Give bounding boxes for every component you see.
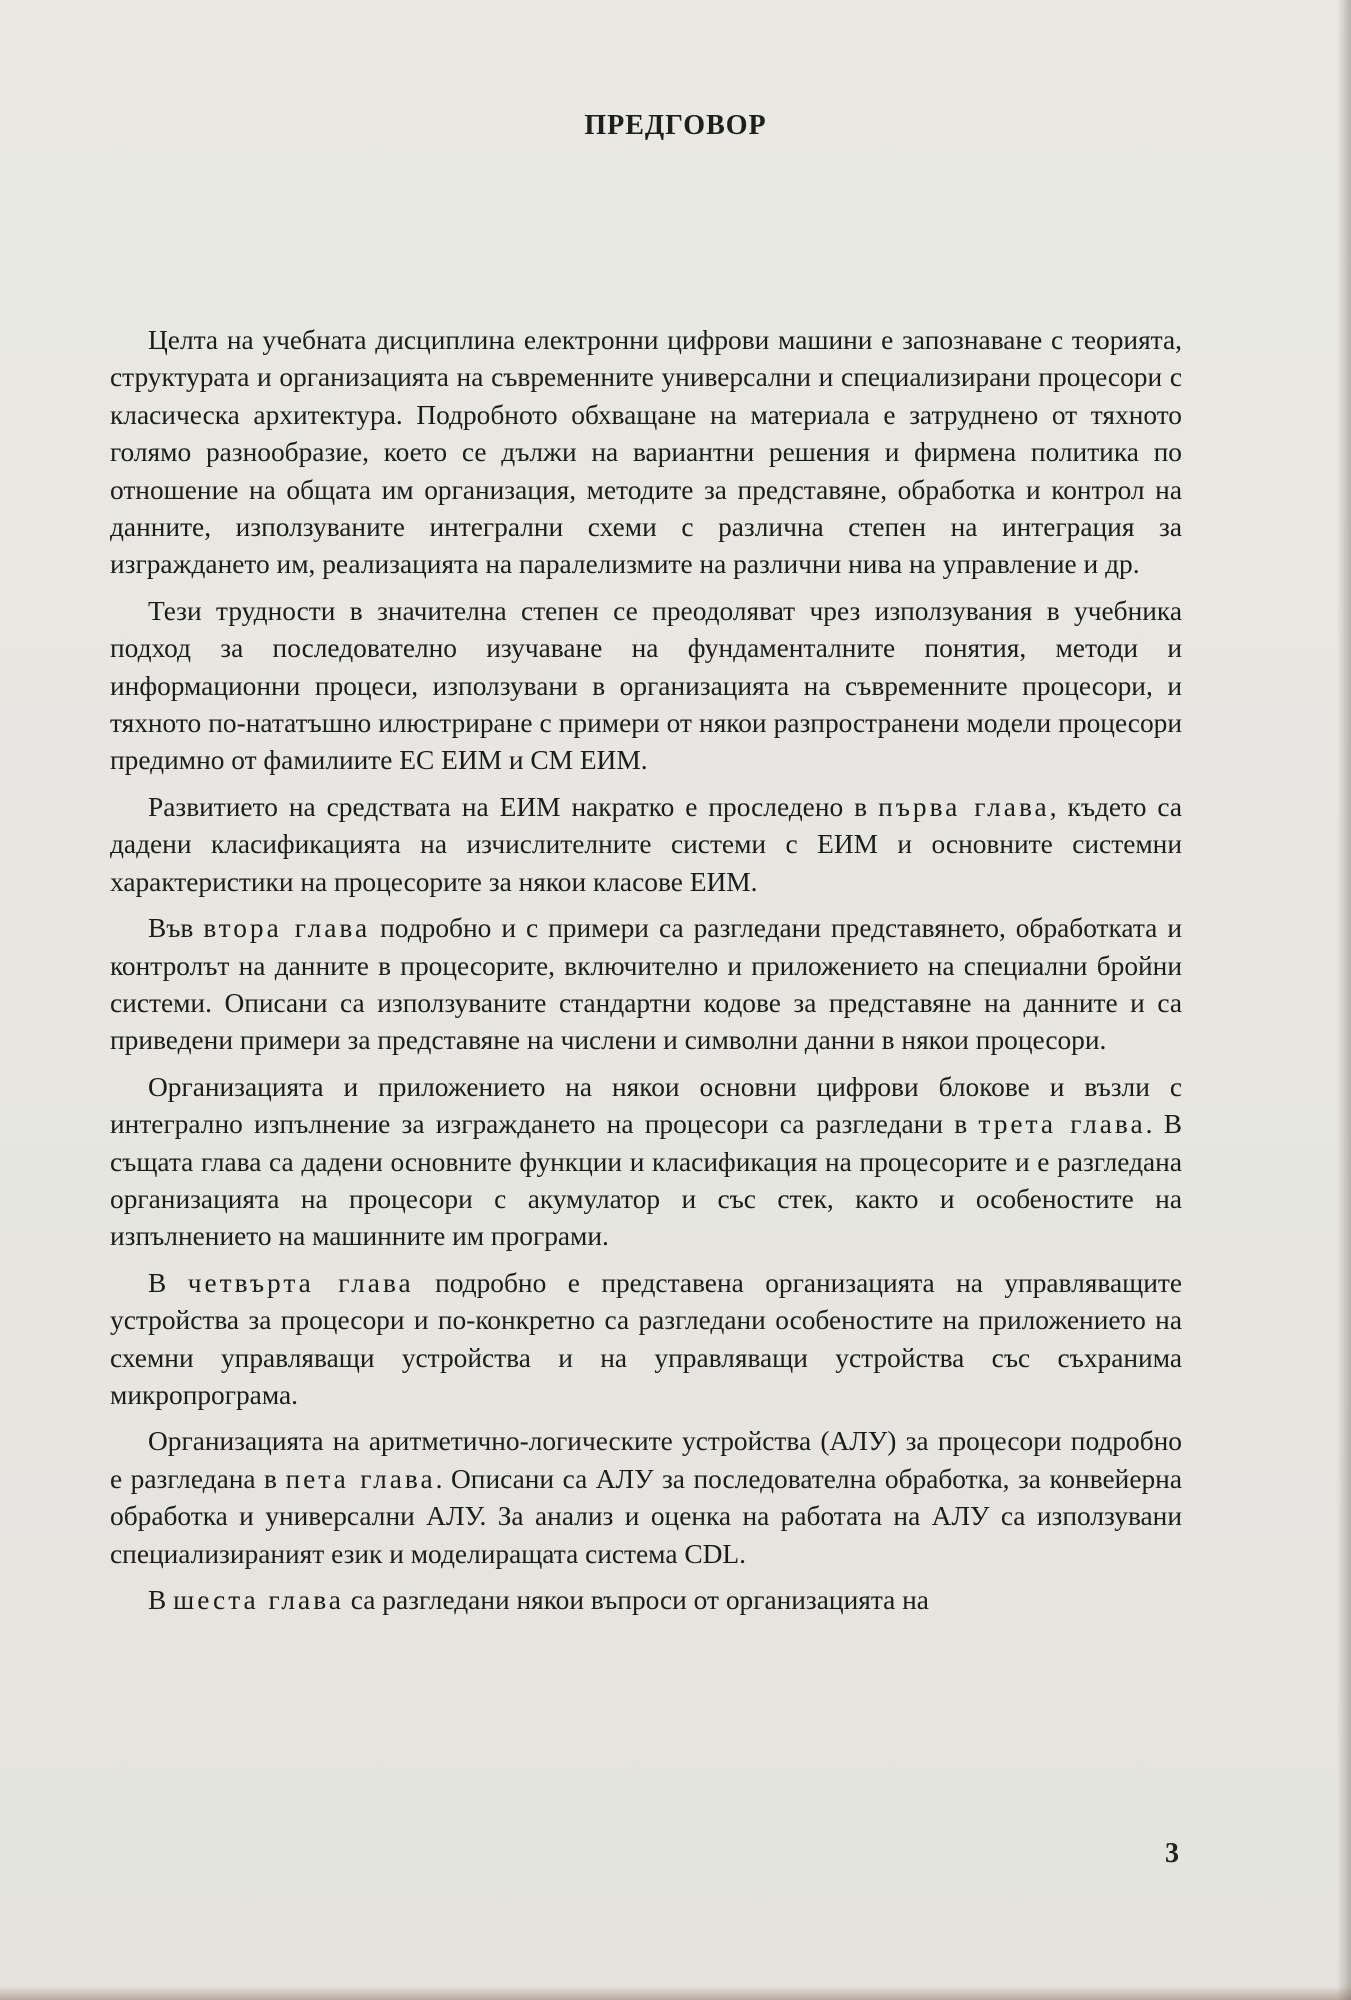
- paragraph-7-after: . Описани са АЛУ за последователна обработка, за конвейерна обработка и универсални АЛУ. За анализ и оценка на работата на АЛУ са използувани специализираният език и моделиращата система CDL.: [110, 1463, 1182, 1569]
- paragraph-5: [110, 1069, 1182, 1256]
- page-title: ПРЕДГОВОР: [584, 110, 767, 141]
- paragraph-7: [110, 1423, 1182, 1573]
- paragraph-5-before: Организацията и приложението на някои основни цифрови блокове и възли с интегрално изпълнение за изграждането на процесори са разгледани в: [110, 1071, 1182, 1140]
- paragraph-8: [110, 1582, 1182, 1619]
- page-number: 3: [1165, 1838, 1179, 1869]
- paragraph-2: [110, 593, 1182, 780]
- paragraph-8-before: В: [148, 1585, 174, 1615]
- paragraph-2-text: Тези трудности в значителна степен се преодоляват чрез използувания в учебника подход за последователно изучаване на фундаменталните понятия, методи и информационни процеси, използувани в организацията на съвременните процесори, и тяхното по-нататъшно илюстриране с примери от някои разпространени модели процесори предимно от фамилиите ЕС ЕИМ и СМ ЕИМ.: [110, 595, 1182, 776]
- paragraph-7-before: Организацията на аритметично-логическите устройства (АЛУ) за процесори подробно е разгледана в: [110, 1426, 1182, 1494]
- paragraph-6-after: подробно е представена организацията на управляващите устройства за процесори и по-конкретно са разгледани особеностите на приложението на схемни управляващи устройства и на управляващи устройства със съхранима микропрограма.: [110, 1267, 1183, 1410]
- paragraph-3-before: Развитието на средствата на ЕИМ накратко е проследено в: [148, 791, 879, 822]
- paragraph-8-chapter-ref: шеста глава: [173, 1585, 344, 1615]
- paragraph-4-after: подробно и с примери са разгледани представянето, обработката и контролът на данните в процесорите, включително и приложението на специални бройни системи. Описани са използуваните стандартни кодове за представяне на данните и са приведени примери за представяне на числени и символни данни в някои процесори.: [110, 913, 1182, 1056]
- paragraph-5-chapter-ref: трета глава: [978, 1109, 1146, 1140]
- paragraph-4: [110, 910, 1182, 1060]
- paragraph-6-before: В: [148, 1267, 188, 1298]
- paragraph-3-after: , където са дадени класификацията на изчислителните системи с ЕИМ и основните системни характеристики на процесорите за някои класове ЕИМ.: [110, 791, 1183, 897]
- paragraph-6-chapter-ref: четвърта глава: [187, 1267, 414, 1298]
- body-text: [110, 322, 1182, 1628]
- paragraph-7-chapter-ref: пета глава: [285, 1463, 436, 1494]
- paragraph-1-text: Целта на учебната дисциплина електронни цифрови машини е запознаване с теорията, структурата и организацията на съвременните универсални и специализирани процесори с класическа архитектура. Подробното обхващане на материала е затруднено от тяхното голямо разнообразие, което се дължи на вариантни решения и фирмена политика по отношение на общата им организация, методите за представяне, обработка и контрол на данните, използуваните интегрални схеми с различна степен на интеграция за изграждането им, реализацията на паралелизмите на различни нива на управление и др.: [110, 325, 1182, 580]
- paragraph-5-after: . В същата глава са дадени основните функции и класификация на процесорите и е разгледана организацията на процесори с акумулатор и със стек, както и особеностите на изпълнението на машинните им програми.: [110, 1109, 1183, 1252]
- paragraph-8-after: са разгледани някои въпроси от организацията на: [343, 1585, 929, 1615]
- paragraph-4-chapter-ref: втора глава: [203, 913, 371, 944]
- paragraph-6: [110, 1265, 1182, 1415]
- paragraph-3: [110, 789, 1182, 901]
- paragraph-1: [110, 322, 1182, 584]
- paragraph-3-chapter-ref: първа глава: [878, 791, 1050, 822]
- paragraph-4-before: Във: [148, 913, 204, 944]
